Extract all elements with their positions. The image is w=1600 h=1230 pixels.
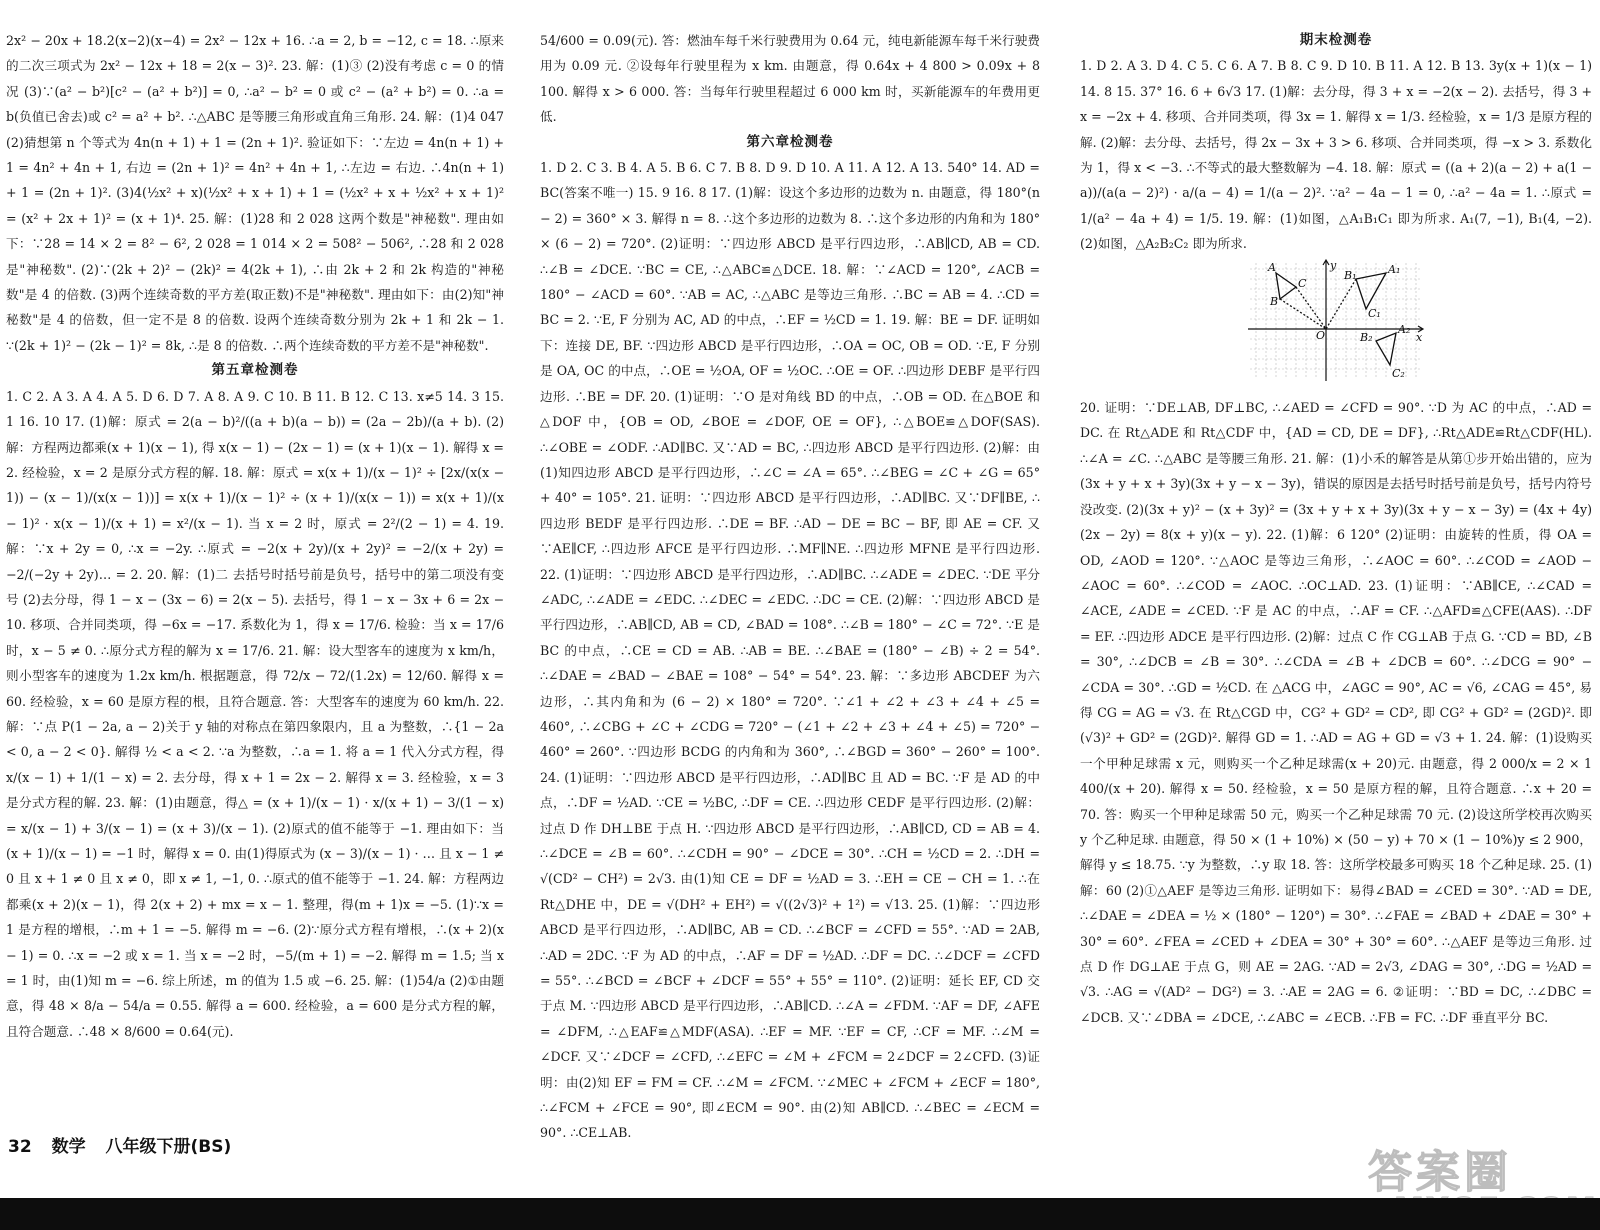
label-b: B xyxy=(1270,294,1279,308)
chapter6-heading: 第六章检测卷 xyxy=(746,133,834,150)
chapter5-answers-end: 54/600 = 0.09(元). 答：燃油车每千米行驶费用为 0.64 元，纯电新能源车每千米行驶费用为 0.09 元. ②设每年行驶里程为 x km. 由题意，得 0.64x + 4 800 > 0.09x + 8 100. 解得 x > 6 000. 答：当每年行驶里程超过 6 000 km 时，买新能源车的年费用更低. xyxy=(540,33,1040,125)
answer-column-2 xyxy=(540,28,1040,1141)
label-c1: C₁ xyxy=(1368,306,1381,320)
chapter5-heading: 第五章检测卷 xyxy=(211,362,299,379)
final-exam-heading: 期末检测卷 xyxy=(1299,32,1373,48)
subject-label: 数学 xyxy=(51,1137,86,1157)
label-b2: B₂ xyxy=(1360,330,1373,344)
triangle-a1b1c1 xyxy=(1356,273,1386,309)
chapter4-answers-end: 2x² − 20x + 18.2(x−2)(x−4) = 2x² − 12x + 16. ∴a = 2, b = −12, c = 18. ∴原来的二次三项式为 2x² − 12x + 18 = 2(x − 3)². 23. 解：(1)③ (2)没有考虑 c = 0 的情况 (3)∵(a² − b²)[c² − (a² + b²)] = 0, ∴a² − b² = 0 或 c² − (a² + b²) = 0. ∴a = b(负值已舍去)或 c² = a² + b². ∴△ABC 是等腰三角形或直角三角形. 24. 解：(1)4 047 (2)猜想第 n 个等式为 4n(n + 1) + 1 = (2n + 1)². 验证如下：∵左边 = 4n(n + 1) + 1 = 4n² + 4n + 1, 右边 = (2n + 1)² = 4n² + 4n + 1, ∴左边 = 右边. ∴4n(n + 1) + 1 = (2n + 1)². (3)4(½x² + x)(½x² + x + 1) + 1 = (½x² + x + ½x² + x + 1)² = (x² + 2x + 1)² = (x + 1)⁴. 25. 解：(1)28 和 2 028 这两个数是"神秘数". 理由如下：∵28 = 14 × 2 = 8² − 6², 2 028 = 1 014 × 2 = 508² − 506², ∴28 和 2 028 是"神秘数". (2)∵(2k + 2)² − (2k)² = 4(2k + 1), ∴由 2k + 2 和 2k 构造的"神秘数"是 4 的倍数. (3)两个连续奇数的平方差(取正数)不是"神秘数". 理由如下：由(2)知"神秘数"是 4 的倍数，但一定不是 8 的倍数. 设两个连续奇数分别为 2k + 1 和 2k − 1. ∵(2k + 1)² − (2k − 1)² = 8k, ∴是 8 的倍数. ∴两个连续奇数的平方差不是"神秘数". xyxy=(6,33,504,353)
scan-edge-bar xyxy=(0,1198,1600,1230)
label-a2: A₂ xyxy=(1398,322,1411,336)
final-answers-part1: 1. D 2. A 3. D 4. C 5. C 6. A 7. B 8. C 9. D 10. B 11. A 12. B 13. 3y(x + 1)(x − 1) 14. 8 15. 37° 16. 6 + 6√3 17. (1)解：去分母，得 3 + x = −2(x − 2). 去括号，得 3 + x = −2x + 4. 移项、合并同类项，得 3x = 1. 解得 x = 1/3. 经检验，x = 1/3 是原方程的解. (2)解：去分母、去括号，得 2x − 3x + 3 > 6. 移项、合并同类项，得 −x > 3. 系数化为 1，得 x < −3. ∴不等式的最大整数解为 −4. 18. 解：原式 = ((a + 2)(a − 2) + a(1 − a))/(a(a − 2)²) · a/(a − 4) = 1/(a − 2)². ∵a² − 4a − 1 = 0, ∴a² − 4a = 1. ∴原式 = 1/(a² − 4a + 4) = 1/5. 19. 解：(1)如图，△A₁B₁C₁ 即为所求. A₁(7, −1), B₁(4, −2). (2)如图，△A₂B₂C₂ 即为所求. xyxy=(1080,58,1592,252)
final-answers-part2: 20. 证明：∵DE⊥AB, DF⊥BC, ∴∠AED = ∠CFD = 90°. ∵D 为 AC 的中点，∴AD = DC. 在 Rt△ADE 和 Rt△CDF 中，{AD = CD, DE = DF}, ∴Rt△ADE≌Rt△CDF(HL). ∴∠A = ∠C. ∴△ABC 是等腰三角形. 21. 解：(1)小禾的解答是从第①步开始出错的，应为 (3x + y + x + 3y)(3x + y − x − 3y)，错误的原因是去括号时括号前是负号，括号内符号没改变. (2)(3x + y)² − (x + 3y)² = (3x + y + x + 3y)(3x + y − x − 3y) = (4x + 4y)(2x − 2y) = 8(x + y)(x − y). 22. (1)解：6 120° (2)证明：由旋转的性质，得 OA = OD, ∠AOD = 120°. ∵△AOC 是等边三角形，∴∠AOC = 60°. ∴∠COD = ∠AOD − ∠AOC = 60°. ∴∠COD = ∠AOC. ∴OC⊥AD. 23. (1)证明：∵AB∥CE, ∴∠CAD = ∠ACE, ∠ADE = ∠CED. ∵F 是 AC 的中点，∴AF = CF. ∴△AFD≌△CFE(AAS). ∴DF = EF. ∴四边形 ADCE 是平行四边形. (2)解：过点 C 作 CG⊥AB 于点 G. ∵CD = BD, ∠B = 30°, ∴∠DCB = ∠B = 30°. ∴∠CDA = ∠B + ∠DCB = 60°. ∴∠DCG = 90° − ∠CDA = 30°. ∴GD = ½CD. 在 △ACG 中，∠AGC = 90°, AC = √6, ∠CAG = 45°, 易得 CG = AG = √3. 在 Rt△CGD 中，CG² + GD² = CD², 即 CG² + GD² = (2GD)². 即(√3)² + GD² = (2GD)². 解得 GD = 1. ∴AD = AG + GD = √3 + 1. 24. 解：(1)设购买一个甲种足球需 x 元，则购买一个乙种足球需(x + 20)元. 由题意，得 2 000/x = 2 × 1 400/(x + 20). 解得 x = 50. 经检验，x = 50 是原方程的解，且符合题意. ∴x + 20 = 70. 答：购买一个甲种足球需 50 元，购买一个乙种足球需 70 元. (2)设这所学校再次购买 y 个乙种足球. 由题意，得 50 × (1 + 10%) × (50 − y) + 70 × (1 − 10%)y ≤ 2 900，解得 y ≤ 18.75. ∵y 为整数，∴y 取 18. 答：这所学校最多可购买 18 个乙种足球. 25. (1)解：60 (2)①△AEF 是等边三角形. 证明如下：易得∠BAD = ∠CED = 30°. ∵AD = DE, ∴∠DAE = ∠DEA = ½ × (180° − 120°) = 30°. ∴∠FAE = ∠BAD + ∠DAE = 30° + 30° = 60°. ∠FEA = ∠CED + ∠DEA = 30° + 30° = 60°. ∴△AEF 是等边三角形. 过点 D 作 DG⊥AE 于点 G，则 AE = 2AG. ∵AD = 2√3, ∠DAG = 30°, ∴DG = ½AD = √3. ∴AG = √(AD² − DG²) = 3. ∴AE = 2AG = 6. ②证明：∵BD = DC, ∴∠DBC = ∠DCB. 又∵∠DBA = ∠DCE, ∴∠ABC = ∠ECB. ∴FB = FC. ∴DF 垂直平分 BC. xyxy=(1080,400,1592,1025)
label-x-axis: x xyxy=(1416,330,1423,344)
label-a1: A₁ xyxy=(1388,262,1401,276)
page-footer xyxy=(8,1132,245,1157)
answer-column-1 xyxy=(6,28,504,1120)
label-b1: B₁ xyxy=(1344,268,1357,282)
watermark-text: 答案圈 xyxy=(1368,1147,1512,1198)
chapter6-answers: 1. D 2. C 3. B 4. A 5. B 6. C 7. B 8. D 9. D 10. A 11. A 12. A 13. 540° 14. AD = BC(答案不唯一) 15. 9 16. 8 17. (1)解：设这个多边形的边数为 n. 由题意，得 180°(n − 2) = 360° × 3. 解得 n = 8. ∴这个多边形的边数为 8. ∴这个多边形的内角和为 180° × (6 − 2) = 720°. (2)证明：∵四边形 ABCD 是平行四边形，∴AB∥CD, AB = CD. ∴∠B = ∠DCE. ∵BC = CE, ∴△ABC≌△DCE. 18. 解：∵∠ACD = 120°, ∠ACB = 180° − ∠ACD = 60°. ∵AB = AC, ∴△ABC 是等边三角形. ∴BC = AB = 4. ∴CD = BC = 2. ∵E, F 分别为 AC, AD 的中点，∴EF = ½CD = 1. 19. 解：BE = DF. 证明如下：连接 DE, BF. ∵四边形 ABCD 是平行四边形，∴OA = OC, OB = OD. ∵E, F 分别是 OA, OC 的中点，∴OE = ½OA, OF = ½OC. ∴OE = OF. ∴四边形 DEBF 是平行四边形. ∴BE = DF. 20. (1)证明：∵O 是对角线 BD 的中点，∴OB = OD. 在△BOE 和△DOF 中，{OB = OD, ∠BOE = ∠DOF, OE = OF}, ∴△BOE≌△DOF(SAS). ∴∠OBE = ∠ODF. ∴AD∥BC. 又∵AD = BC, ∴四边形 ABCD 是平行四边形. (2)解：由(1)知四边形 ABCD 是平行四边形，∴∠C = ∠A = 65°. ∴∠BEG = ∠C + ∠G = 65° + 40° = 105°. 21. 证明：∵四边形 ABCD 是平行四边形，∴AD∥BC. 又∵DF∥BE, ∴四边形 BEDF 是平行四边形. ∴DE = BF. ∴AD − DE = BC − BF, 即 AE = CF. 又∵AE∥CF, ∴四边形 AFCE 是平行四边形. ∴MF∥NE. ∴四边形 MFNE 是平行四边形. 22. (1)证明：∵四边形 ABCD 是平行四边形，∴AD∥BC. ∴∠ADE = ∠DEC. ∵DE 平分∠ADC, ∴∠ADE = ∠EDC. ∴∠DEC = ∠EDC. ∴DC = CE. (2)解：∵四边形 ABCD 是平行四边形，∴AB∥CD, AB = CD, ∠BAD = 108°. ∴∠B = 180° − ∠C = 72°. ∵E 是 BC 的中点，∴CE = CD = AB. ∴AB = BE. ∴∠BAE = (180° − ∠B) ÷ 2 = 54°. ∴∠DAE = ∠BAD − ∠BAE = 108° − 54° = 54°. 23. 解：∵多边形 ABCDEF 为六边形，∴其内角和为 (6 − 2) × 180° = 720°. ∵∠1 + ∠2 + ∠3 + ∠4 + ∠5 = 460°, ∴∠CBG + ∠C + ∠CDG = 720° − (∠1 + ∠2 + ∠3 + ∠4 + ∠5) = 720° − 460° = 260°. ∵四边形 BCDG 的内角和为 360°, ∴∠BGD = 360° − 260° = 100°. 24. (1)证明：∵四边形 ABCD 是平行四边形，∴AD∥BC 且 AD = BC. ∵F 是 AD 的中点，∴DF = ½AD. ∵CE = ½BC, ∴DF = CE. ∴四边形 CEDF 是平行四边形. (2)解：过点 D 作 DH⊥BE 于点 H. ∵四边形 ABCD 是平行四边形，∴AB∥CD, CD = AB = 4. ∴∠DCE = ∠B = 60°. ∴∠CDH = 90° − ∠DCE = 30°. ∴CH = ½CD = 2. ∴DH = √(CD² − CH²) = 2√3. 由(1)知 CE = DF = ½AD = 3. ∴EH = CE − CH = 1. ∴在 Rt△DHE 中，DE = √(DH² + EH²) = √((2√3)² + 1²) = √13. 25. (1)解：∵四边形 ABCD 是平行四边形，∴AD∥BC, AB = CD. ∴∠BCF = ∠CFD = 55°. ∵AD = 2AB, ∴AD = 2DC. ∵F 为 AD 的中点，∴AF = DF = ½AD. ∴DF = DC. ∴∠DCF = ∠CFD = 55°. ∴∠BCD = ∠BCF + ∠DCF = 55° + 55° = 110°. (2)证明：延长 EF, CD 交于点 M. ∵四边形 ABCD 是平行四边形，∴AB∥CD. ∴∠A = ∠FDM. ∵AF = DF, ∠AFE = ∠DFM, ∴△EAF≌△MDF(ASA). ∴EF = MF. ∵EF = CF, ∴CF = MF. ∴∠M = ∠DCF. 又∵∠DCF = ∠CFD, ∴∠EFC = ∠M + ∠FCM = 2∠DCF = 2∠CFD. (3)证明：由(2)知 EF = FM = CF. ∴∠M = ∠FCM. ∵∠MEC + ∠FCM + ∠ECF = 180°, ∴∠FCM + ∠FCE = 90°, 即∠ECM = 90°. 由(2)知 AB∥CD. ∴∠BEC = ∠ECM = 90°. ∴CE⊥AB. xyxy=(540,160,1040,1141)
label-a: A xyxy=(1268,260,1276,274)
chapter5-answers: 1. C 2. A 3. A 4. A 5. D 6. D 7. A 8. A 9. C 10. B 11. B 12. C 13. x≠5 14. 3 15. 1 16. 10 17. (1)解：原式 = 2(a − b)²/((a + b)(a − b)) = (2a − 2b)/(a + b). (2)解：方程两边都乘(x + 1)(x − 1), 得 x(x − 1) − (2x − 1) = (x + 1)(x − 1). 解得 x = 2. 经检验，x = 2 是原分式方程的解. 18. 解：原式 = x(x + 1)/(x − 1)² ÷ [2x/(x(x − 1)) − (x − 1)/(x(x − 1))] = x(x + 1)/(x − 1)² ÷ (x + 1)/(x(x − 1)) = x(x + 1)/(x − 1)² · x(x − 1)/(x + 1) = x²/(x − 1). 当 x = 2 时，原式 = 2²/(2 − 1) = 4. 19. 解：∵x + 2y = 0, ∴x = −2y. ∴原式 = −2(x + 2y)/(x + 2y)² = −2/(x + 2y) = −2/(−2y + 2y)… = 2. 20. 解：(1)二 去括号时括号前是负号，括号中的第二项没有变号 (2)去分母，得 1 − x − (3x − 6) = 2(x − 5). 去括号，得 1 − x − 3x + 6 = 2x − 10. 移项、合并同类项，得 −6x = −17. 系数化为 1，得 x = 17/6. 检验：当 x = 17/6 时，x − 5 ≠ 0. ∴原分式方程的解为 x = 17/6. 21. 解：设大型客车的速度为 x km/h，则小型客车的速度为 1.2x km/h. 根据题意，得 72/x − 72/(1.2x) = 12/60. 解得 x = 60. 经检验，x = 60 是原方程的根，且符合题意. 答：大型客车的速度为 60 km/h. 22. 解：∵点 P(1 − 2a, a − 2)关于 y 轴的对称点在第四象限内，且 a 为整数，∴{1 − 2a < 0, a − 2 < 0}. 解得 ½ < a < 2. ∵a 为整数，∴a = 1. 将 a = 1 代入分式方程，得 x/(x − 1) + 1/(1 − x) = 2. 去分母，得 x + 1 = 2x − 2. 解得 x = 3. 经检验，x = 3 是分式方程的解. 23. 解：(1)由题意，得△ = (x + 1)/(x − 1) · x/(x + 1) − 3/(1 − x) = x/(x − 1) + 3/(x − 1) = (x + 3)/(x − 1). (2)原式的值不能等于 −1. 理由如下：当 (x + 1)/(x − 1) = −1 时，解得 x = 0. 由(1)得原式为 (x − 3)/(x − 1) · … 且 x − 1 ≠ 0 且 x + 1 ≠ 0 且 x ≠ 0，即 x ≠ 1, −1, 0. ∴原式的值不能等于 −1. 24. 解：方程两边都乘(x + 2)(x − 1)，得 2(x + 2) + mx = x − 1. 整理，得(m + 1)x = −5. (1)∵x = 1 是方程的增根，∴m + 1 = −5. 解得 m = −6. (2)∵原分式方程有增根，∴(x + 2)(x − 1) = 0. ∴x = −2 或 x = 1. 当 x = −2 时，−5/(m + 1) = −2. 解得 m = 1.5; 当 x = 1 时，由(1)知 m = −6. 综上所述，m 的值为 1.5 或 −6. 25. 解：(1)54/a (2)①由题意，得 48 × 8/a − 54/a = 0.55. 解得 a = 600. 经检验，a = 600 是分式方程的解，且符合题意. ∴48 × 8/600 = 0.64(元). xyxy=(6,388,504,1039)
label-y-axis: y xyxy=(1330,258,1337,272)
coordinate-figure xyxy=(1080,259,1592,391)
label-c: C xyxy=(1298,276,1307,290)
label-c2: C₂ xyxy=(1392,366,1405,380)
answer-column-3 xyxy=(1080,28,1592,1116)
page-number: 32 xyxy=(8,1137,32,1157)
coordinate-grid-svg xyxy=(1246,259,1426,383)
label-origin: O xyxy=(1316,328,1326,342)
grade-label: 八年级下册(BS) xyxy=(105,1137,232,1157)
